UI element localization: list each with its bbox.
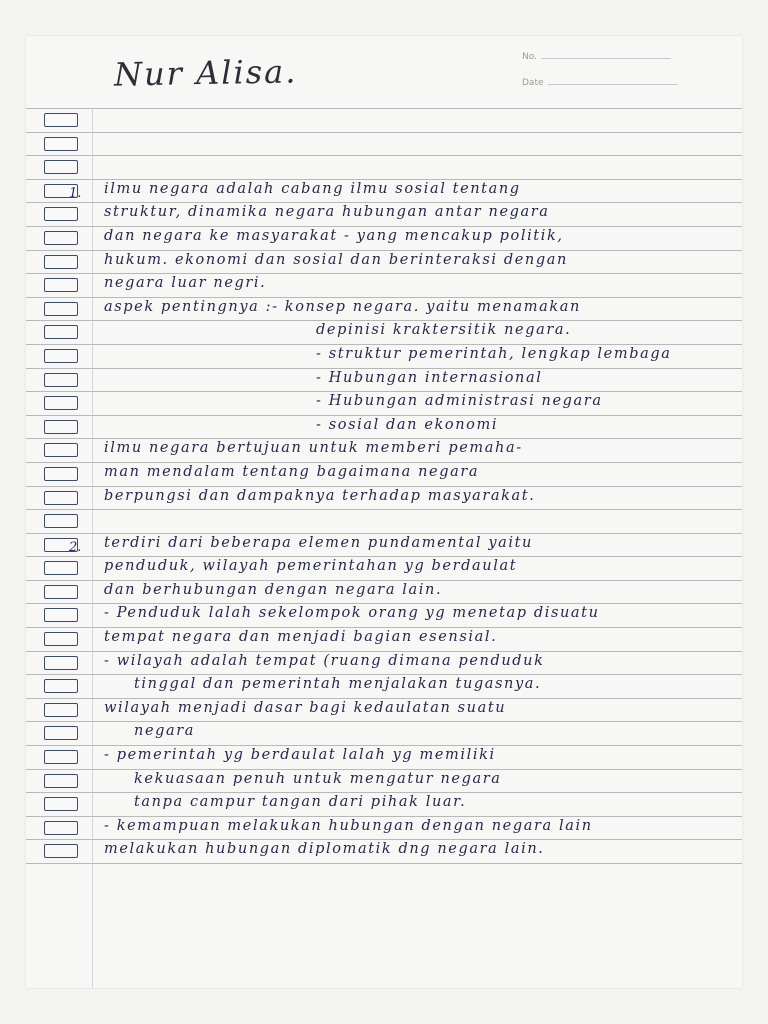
note-line <box>26 180 742 204</box>
handwritten-text: ilmu negara adalah cabang ilmu sosial tentang <box>104 180 521 197</box>
handwritten-text: - Hubungan administrasi negara <box>316 393 603 410</box>
note-line <box>26 557 742 581</box>
handwritten-text: hukum. ekonomi dan sosial dan berinteraksi dengan <box>104 251 568 268</box>
number-line <box>541 58 671 59</box>
note-line <box>26 746 742 770</box>
handwritten-text: dan negara ke masyarakat - yang mencakup politik, <box>104 227 564 244</box>
line-checkbox <box>44 514 78 528</box>
line-checkbox <box>44 632 78 646</box>
handwritten-text: melakukan hubungan diplomatik dng negara lain. <box>104 841 545 858</box>
line-checkbox <box>44 703 78 717</box>
note-line <box>26 108 742 133</box>
note-line <box>26 463 742 487</box>
line-checkbox <box>44 231 78 245</box>
handwritten-text: struktur, dinamika negara hubungan antar negara <box>104 204 550 221</box>
line-checkbox <box>44 137 78 151</box>
note-line <box>26 227 742 251</box>
date-label: Date <box>522 78 544 88</box>
notebook-page <box>26 36 742 988</box>
handwritten-text: - struktur pemerintah, lengkap lembaga <box>316 345 672 362</box>
line-checkbox <box>44 844 78 858</box>
line-checkbox <box>44 349 78 363</box>
student-name: Nur Alisa. <box>113 52 298 94</box>
line-checkbox <box>44 325 78 339</box>
note-line <box>26 251 742 275</box>
handwritten-text: berpungsi dan dampaknya terhadap masyarakat. <box>104 487 536 504</box>
note-line <box>26 416 742 440</box>
note-line <box>26 770 742 794</box>
note-line <box>26 298 742 322</box>
line-checkbox <box>44 373 78 387</box>
note-line <box>26 369 742 393</box>
line-checkbox <box>44 797 78 811</box>
line-checkbox <box>44 160 78 174</box>
line-checkbox <box>44 561 78 575</box>
line-checkbox <box>44 255 78 269</box>
note-line <box>26 439 742 463</box>
note-line <box>26 722 742 746</box>
handwritten-text: tempat negara dan menjadi bagian esensial. <box>104 629 498 646</box>
line-checkbox <box>44 585 78 599</box>
handwritten-text: dan berhubungan dengan negara lain. <box>104 581 443 598</box>
line-checkbox <box>44 467 78 481</box>
line-checkbox <box>44 113 78 127</box>
handwritten-text: aspek pentingnya :- konsep negara. yaitu menamakan <box>104 298 581 315</box>
line-checkbox <box>44 302 78 316</box>
item-number: 1. <box>69 185 82 201</box>
line-checkbox <box>44 443 78 457</box>
handwritten-text: man mendalam tentang bagaimana negara <box>104 463 480 480</box>
note-line <box>26 604 742 628</box>
handwritten-text: depinisi kraktersitik negara. <box>316 322 572 339</box>
line-checkbox <box>44 821 78 835</box>
note-line <box>26 156 742 180</box>
handwritten-text: wilayah menjadi dasar bagi kedaulatan suatu <box>104 699 507 716</box>
note-line <box>26 817 742 841</box>
handwritten-text: - kemampuan melakukan hubungan dengan negara lain <box>104 817 593 834</box>
note-line <box>26 203 742 227</box>
handwritten-text: terdiri dari beberapa elemen pundamental yaitu <box>104 534 533 551</box>
line-checkbox <box>44 679 78 693</box>
note-line <box>26 840 742 864</box>
line-checkbox <box>44 207 78 221</box>
note-line <box>26 793 742 817</box>
note-line <box>26 534 742 558</box>
note-line <box>26 581 742 605</box>
ruled-lines <box>26 108 742 864</box>
handwritten-text: negara <box>134 723 196 740</box>
line-checkbox <box>44 774 78 788</box>
number-label: No. <box>522 52 537 62</box>
line-checkbox <box>44 184 82 201</box>
date-line <box>548 84 678 85</box>
note-line <box>26 652 742 676</box>
handwritten-text: - Penduduk lalah sekelompok orang yg menetap disuatu <box>104 605 600 622</box>
line-checkbox <box>44 420 78 434</box>
number-field <box>522 52 671 62</box>
handwritten-text: - wilayah adalah tempat (ruang dimana penduduk <box>104 652 545 669</box>
handwritten-text: tanpa campur tangan dari pihak luar. <box>134 794 467 811</box>
note-line <box>26 699 742 723</box>
line-checkbox <box>44 491 78 505</box>
page-header <box>26 36 742 108</box>
note-line <box>26 345 742 369</box>
line-checkbox <box>44 608 78 622</box>
line-checkbox <box>44 396 78 410</box>
line-checkbox <box>44 726 78 740</box>
note-line <box>26 675 742 699</box>
note-line <box>26 628 742 652</box>
item-number: 2. <box>69 539 82 555</box>
note-line <box>26 510 742 534</box>
handwritten-text: penduduk, wilayah pemerintahan yg berdaulat <box>104 558 518 575</box>
line-checkbox <box>44 278 78 292</box>
handwritten-text: kekuasaan penuh untuk mengatur negara <box>134 770 502 787</box>
line-checkbox <box>44 750 78 764</box>
note-line <box>26 392 742 416</box>
handwritten-text: negara luar negri. <box>104 275 267 292</box>
date-field <box>522 78 678 88</box>
handwritten-text: - pemerintah yg berdaulat lalah yg memiliki <box>104 747 496 764</box>
note-line <box>26 133 742 157</box>
line-checkbox <box>44 538 82 555</box>
line-checkbox <box>44 656 78 670</box>
handwritten-text: ilmu negara bertujuan untuk memberi pemaha- <box>104 440 523 457</box>
handwritten-text: - Hubungan internasional <box>316 369 543 386</box>
note-line <box>26 321 742 345</box>
note-line <box>26 487 742 511</box>
note-line <box>26 274 742 298</box>
handwritten-text: - sosial dan ekonomi <box>316 416 499 433</box>
handwritten-text: tinggal dan pemerintah menjalakan tugasnya. <box>134 676 542 693</box>
